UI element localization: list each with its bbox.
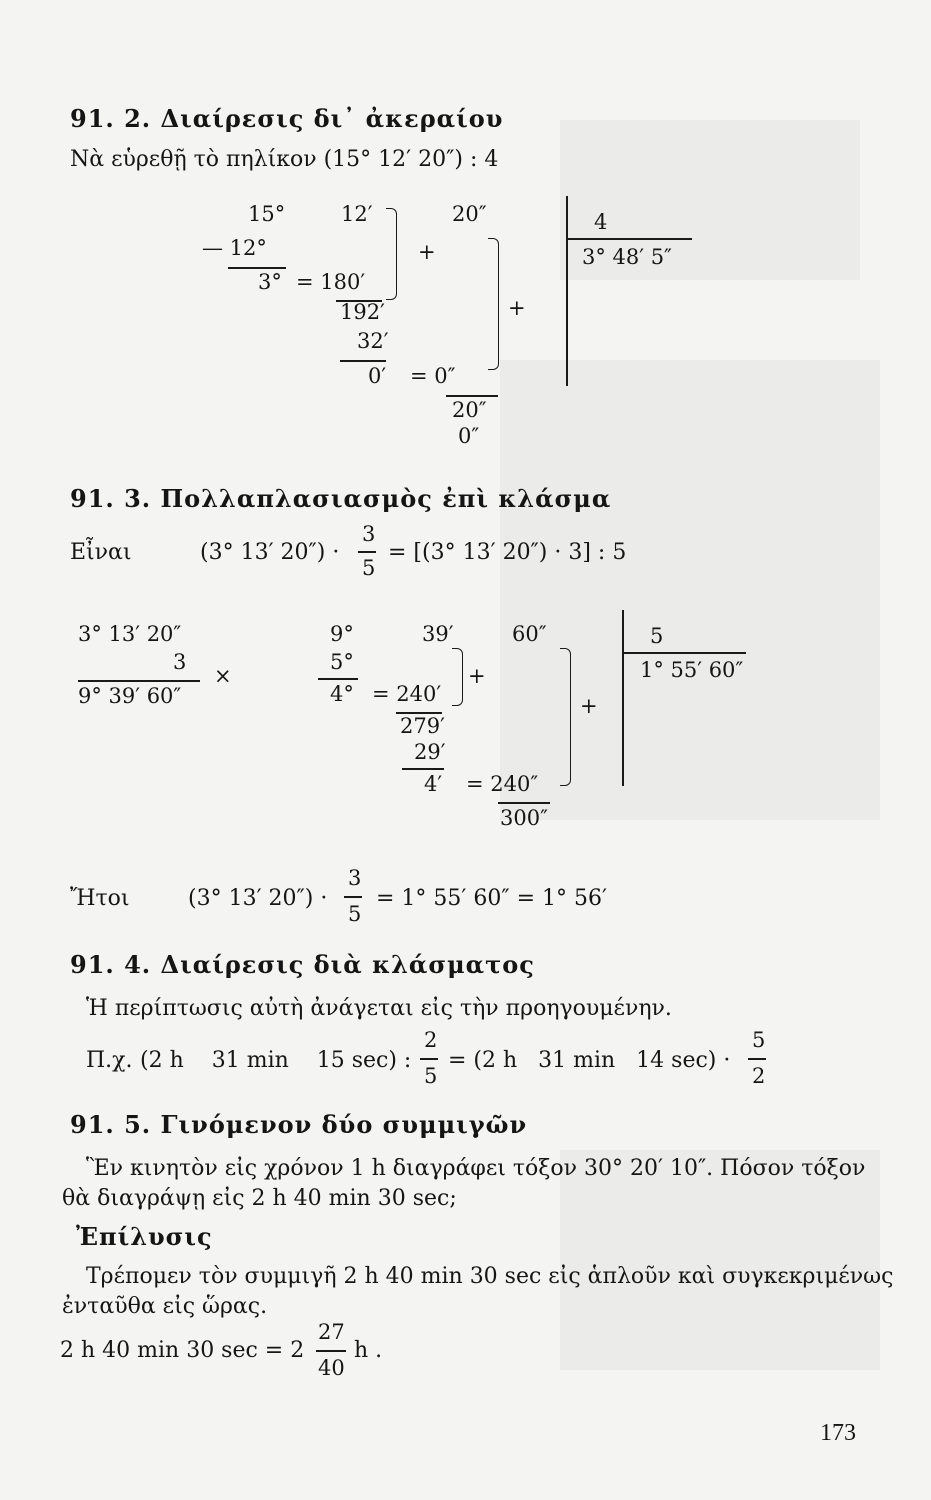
plus-sign: + xyxy=(418,240,436,264)
fraction-denominator: 40 xyxy=(318,1356,345,1380)
brace xyxy=(452,648,463,706)
minus-12-deg: — 12° xyxy=(202,236,267,260)
division-bar xyxy=(622,610,624,786)
times-sign: × xyxy=(214,664,232,688)
min-4: 4′ xyxy=(424,772,443,796)
bleed-through xyxy=(560,1150,880,1370)
equation-right: h . xyxy=(354,1338,383,1363)
min-12: 12′ xyxy=(341,202,373,226)
fraction-denominator: 5 xyxy=(424,1064,438,1088)
sec-300: 300″ xyxy=(500,806,548,830)
fraction-numerator: 3 xyxy=(348,866,362,890)
example-lead: Π.χ. xyxy=(86,1048,133,1073)
min-29: 29′ xyxy=(414,740,446,764)
fraction-bar xyxy=(358,551,376,553)
equation-left: 2 h 40 min 30 sec = 2 xyxy=(60,1338,305,1363)
quotient: 3° 48′ 5″ xyxy=(582,245,672,269)
sec-0: 0″ xyxy=(458,424,480,448)
min-32: 32′ xyxy=(357,329,389,353)
expression-left: (3° 13′ 20″) · xyxy=(200,540,340,565)
deg-15: 15° xyxy=(248,202,286,226)
fraction-denominator: 5 xyxy=(348,902,362,926)
example-left: (2 h 31 min 15 sec) : xyxy=(140,1048,412,1073)
solution-line-1: Τρέπομεν τὸν συμμιγῆ 2 h 40 min 30 sec εἰς ἁπλοῦν καὶ συγκεκριμένως xyxy=(86,1264,894,1289)
fraction-numerator: 5 xyxy=(752,1028,766,1052)
plus-sign: + xyxy=(508,296,526,320)
rule xyxy=(78,680,200,682)
deg-9: 9° xyxy=(330,622,354,646)
result-right: = 1° 55′ 60″ = 1° 56′ xyxy=(376,886,608,911)
min-39: 39′ xyxy=(422,622,454,646)
sec-20-b: 20″ xyxy=(452,398,487,422)
min-279: 279′ xyxy=(400,714,445,738)
plus-sign: + xyxy=(468,664,486,688)
solution-line-2: ἐνταῦθα εἰς ὥρας. xyxy=(62,1294,268,1319)
eq-240-sec: = 240″ xyxy=(466,772,539,796)
division-rule xyxy=(622,652,746,654)
bleed-through xyxy=(500,360,880,820)
brace xyxy=(488,238,499,370)
rule xyxy=(402,768,444,770)
divisor: 5 xyxy=(650,624,664,648)
brace xyxy=(560,648,571,786)
example-middle: = (2 h 31 min 14 sec) · xyxy=(448,1048,731,1073)
lead-word: Εἶναι xyxy=(70,540,132,565)
rule xyxy=(446,395,498,397)
problem-statement: Νὰ εὑρεθῇ τὸ πηλίκον (15° 12′ 20″) : 4 xyxy=(70,147,499,172)
sec-20: 20″ xyxy=(452,202,487,226)
result-left: (3° 13′ 20″) · xyxy=(188,886,328,911)
deg-4: 4° xyxy=(330,682,354,706)
eq-0-sec: = 0″ xyxy=(410,364,456,388)
fraction-numerator: 2 xyxy=(424,1028,438,1052)
section-heading-91-3: 91. 3. Πολλαπλασιασμὸς ἐπὶ κλάσμα xyxy=(70,484,612,513)
quotient: 1° 55′ 60″ xyxy=(640,658,744,682)
deg-5: 5° xyxy=(330,650,354,674)
division-bar xyxy=(566,196,568,386)
mult-row-2: 3 xyxy=(173,650,187,674)
sec-60: 60″ xyxy=(512,622,547,646)
rule xyxy=(498,802,550,804)
section-heading-91-4: 91. 4. Διαίρεσις διὰ κλάσματος xyxy=(70,950,535,979)
fraction-denominator: 5 xyxy=(362,556,376,580)
fraction-numerator: 3 xyxy=(362,522,376,546)
section-heading-91-2: 91. 2. Διαίρεσις δι᾽ ἀκεραίου xyxy=(70,104,504,133)
problem-line-1: Ἓν κινητὸν εἰς χρόνον 1 h διαγράφει τόξον 30° 20′ 10″. Πόσον τόξον xyxy=(86,1156,866,1181)
fraction-bar xyxy=(748,1058,766,1060)
fraction-bar xyxy=(344,896,362,898)
fraction-bar xyxy=(420,1058,438,1060)
deg-3: 3° xyxy=(258,270,282,294)
expression-right: = [(3° 13′ 20″) · 3] : 5 xyxy=(388,540,627,565)
result-lead: Ἤτοι xyxy=(70,886,130,911)
eq-240-min: = 240′ xyxy=(372,682,442,706)
min-0: 0′ xyxy=(368,364,387,388)
eq-180-min: = 180′ xyxy=(296,270,366,294)
brace xyxy=(386,208,397,300)
plus-sign: + xyxy=(580,694,598,718)
divisor: 4 xyxy=(594,210,608,234)
mult-row-3: 9° 39′ 60″ xyxy=(78,684,182,708)
rule xyxy=(318,678,358,680)
rule xyxy=(340,360,386,362)
division-rule xyxy=(566,238,692,240)
fraction-numerator: 27 xyxy=(318,1320,345,1344)
fraction-bar xyxy=(316,1350,346,1352)
min-192: 192′ xyxy=(340,300,385,324)
fraction-denominator: 2 xyxy=(752,1064,766,1088)
mult-row-1: 3° 13′ 20″ xyxy=(78,622,182,646)
section-heading-91-5: 91. 5. Γινόμενον δύο συμμιγῶν xyxy=(70,1110,528,1139)
solution-heading: Ἐπίλυσις xyxy=(76,1222,213,1251)
page-number: 173 xyxy=(820,1420,856,1446)
problem-line-2: θὰ διαγράψῃ εἰς 2 h 40 min 30 sec; xyxy=(62,1186,457,1211)
rule xyxy=(228,267,286,269)
section-text: Ἡ περίπτωσις αὐτὴ ἀνάγεται εἰς τὴν προηγουμένην. xyxy=(86,996,672,1021)
